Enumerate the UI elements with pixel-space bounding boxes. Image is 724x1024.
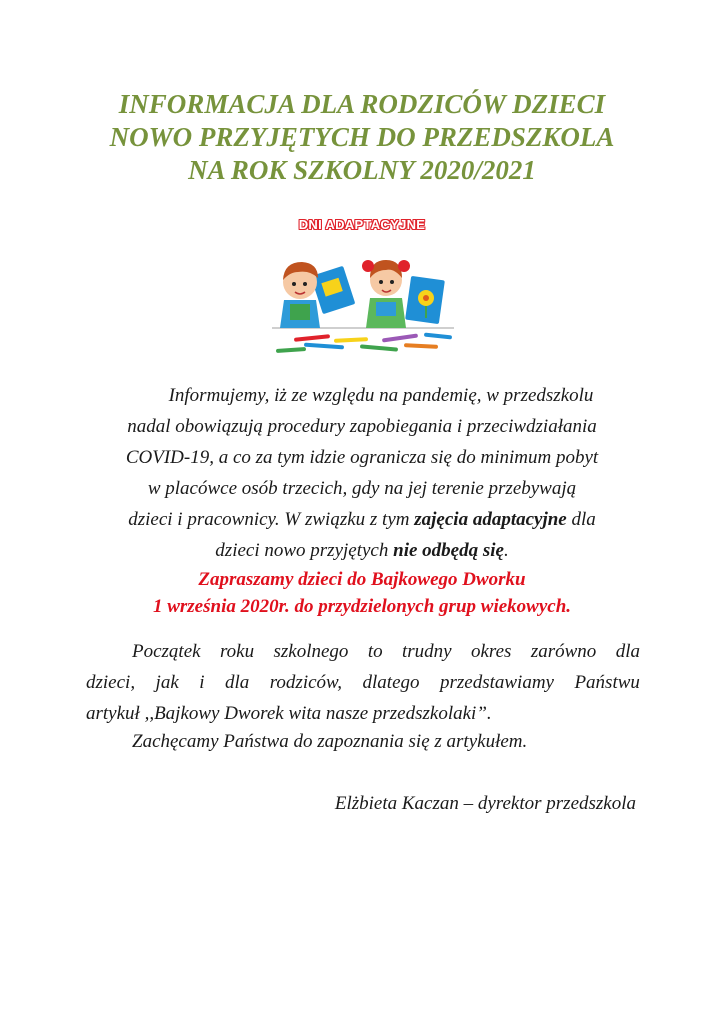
paragraph-line: nadal obowiązują procedury zapobiegania i przeciwdziałania	[127, 416, 597, 437]
emphasis-adaptation-classes: zajęcia adaptacyjne	[414, 509, 567, 530]
emphasis-will-not-take-place: nie odbędą się	[393, 540, 504, 561]
word: to	[367, 641, 383, 662]
text-segment: dzieci nowo przyjętych	[215, 540, 394, 561]
paragraph-line: artykuł ,,Bajkowy Dworek wita nasze przedszkolaki”.	[86, 703, 492, 724]
paragraph-line: Informujemy, iż ze względu na pandemię, w przedszkolu	[168, 385, 594, 406]
word: przedstawiamy	[439, 672, 554, 693]
text-segment: dzieci i pracownicy. W związku z tym	[128, 509, 415, 530]
invitation-line-1: Zapraszamy dzieci do Bajkowego Dworku	[198, 569, 526, 590]
text-segment: dla	[566, 509, 596, 530]
word: jak	[155, 672, 179, 693]
pandemic-info-paragraph	[60, 380, 664, 566]
school-year-paragraph	[86, 636, 640, 729]
title-line-3: NA ROK SZKOLNY 2020/2021	[188, 155, 536, 185]
title-line-1: INFORMACJA DLA RODZICÓW DZIECI	[118, 89, 606, 119]
word: roku	[219, 641, 255, 662]
word: rodziców,	[269, 672, 343, 693]
paragraph-line	[60, 535, 664, 566]
word: dla	[224, 672, 250, 693]
justified-line-2	[86, 667, 640, 698]
word: Początek	[132, 641, 201, 662]
children-drawing-illustration	[264, 248, 460, 360]
justified-line-1	[86, 636, 640, 667]
signature: Elżbieta Kaczan – dyrektor przedszkola	[334, 793, 636, 814]
word: okres	[470, 641, 512, 662]
word: dla	[615, 641, 640, 662]
word: trudny	[401, 641, 452, 662]
paragraph-line: w placówce osób trzecich, gdy na jej terenie przebywają	[147, 478, 577, 499]
word: zarówno	[530, 641, 597, 662]
word: szkolnego	[273, 641, 349, 662]
title-line-2: NOWO PRZYJĘTYCH DO PRZEDSZKOLA	[109, 122, 615, 152]
word: Państwu	[574, 672, 640, 693]
paragraph-line	[60, 504, 664, 535]
word: dzieci,	[86, 672, 136, 693]
paragraph-line: COVID-19, a co za tym idzie ogranicza się do minimum pobyt	[125, 447, 599, 468]
invitation-notice	[40, 566, 684, 620]
page-title	[40, 88, 684, 187]
invitation-line-2: 1 września 2020r. do przydzielonych grup wiekowych.	[152, 596, 572, 617]
adaptation-days-badge: DNI ADAPTACYJNE	[298, 217, 426, 232]
text-segment: .	[503, 540, 509, 561]
word: i	[199, 672, 205, 693]
word: dlatego	[362, 672, 420, 693]
encouragement-paragraph	[86, 726, 640, 757]
paragraph-line: Zachęcamy Państwa do zapoznania się z artykułem.	[132, 731, 528, 752]
